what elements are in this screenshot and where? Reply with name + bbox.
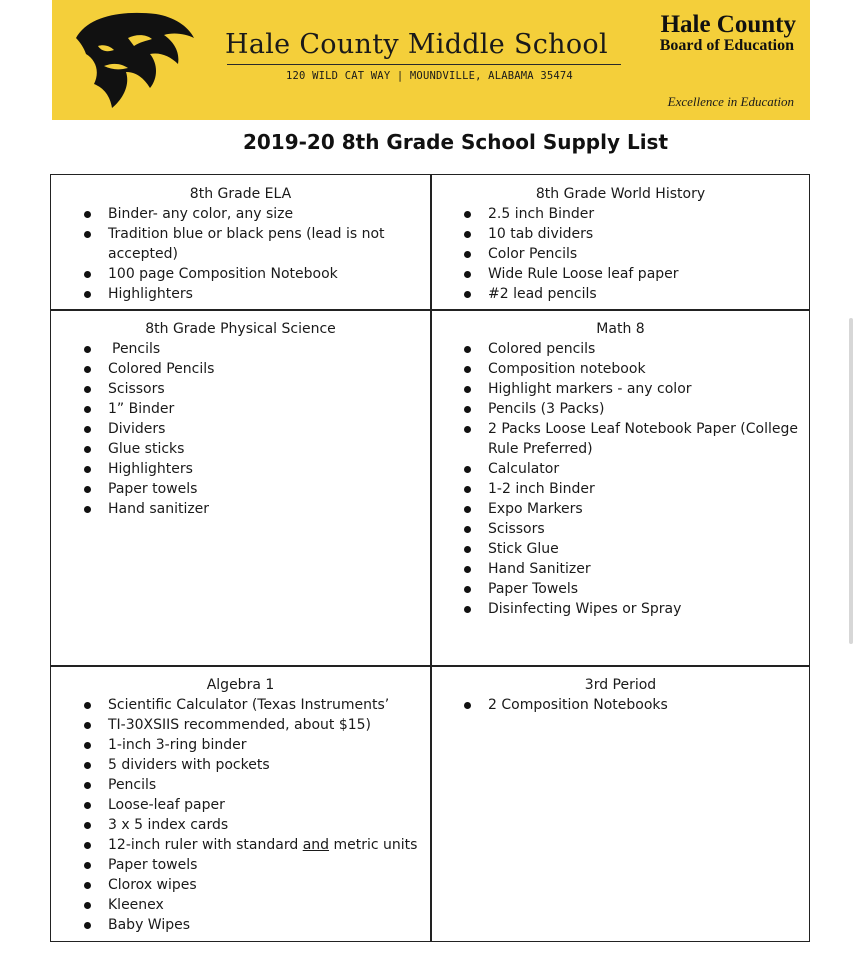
list-item-continuation: accepted)	[108, 246, 178, 262]
header-divider	[227, 64, 621, 65]
list-item: Scientific Calculator (Texas Instruments’	[51, 695, 430, 715]
document-title: 2019-20 8th Grade School Supply List	[242, 130, 669, 154]
board-name-line2: Board of Education	[659, 37, 794, 54]
list-item: Disinfecting Wipes or Spray	[431, 599, 810, 619]
list-item: Expo Markers	[431, 499, 810, 519]
section-ela	[51, 175, 430, 309]
list-item-continuation: Rule Preferred)	[488, 441, 593, 457]
list-item: Binder- any color, any size	[51, 204, 430, 224]
supply-list	[431, 695, 810, 715]
board-tagline: Excellence in Education	[667, 94, 794, 109]
section-math-8	[431, 310, 810, 665]
section-title: Math 8	[596, 321, 645, 337]
list-item: Colored pencils	[431, 339, 810, 359]
list-item: Pencils	[51, 775, 430, 795]
list-item: Calculator	[431, 459, 810, 479]
list-item: Wide Rule Loose leaf paper	[431, 264, 810, 284]
supply-list	[51, 339, 430, 519]
page-edge-shadow	[849, 318, 853, 644]
supply-list	[431, 339, 810, 619]
list-item: 2 Packs Loose Leaf Notebook Paper (College	[431, 419, 810, 439]
section-title: 8th Grade World History	[535, 186, 706, 202]
section-title: 8th Grade ELA	[189, 186, 292, 202]
school-name: Hale County Middle School	[225, 29, 608, 60]
list-item: 5 dividers with pockets	[51, 755, 430, 775]
list-item	[51, 835, 430, 855]
supply-list-table	[50, 174, 810, 942]
section-title: 8th Grade Physical Science	[145, 321, 336, 337]
list-item: Paper towels	[51, 479, 430, 499]
list-item: Glue sticks	[51, 439, 430, 459]
list-item: Baby Wipes	[51, 915, 430, 935]
list-item: 1-inch 3-ring binder	[51, 735, 430, 755]
section-algebra-1	[51, 666, 430, 941]
list-item: Tradition blue or black pens (lead is not	[51, 224, 430, 244]
section-world-history	[431, 175, 810, 309]
underlined-word: and	[302, 837, 330, 853]
list-item: 1-2 inch Binder	[431, 479, 810, 499]
section-physical-science	[51, 310, 430, 665]
section-title: Algebra 1	[206, 677, 275, 693]
list-item: 2.5 inch Binder	[431, 204, 810, 224]
list-item: 10 tab dividers	[431, 224, 810, 244]
supply-list	[431, 204, 810, 304]
list-item: Paper Towels	[431, 579, 810, 599]
school-address: 120 WILD CAT WAY | MOUNDVILLE, ALABAMA 35474	[286, 70, 573, 82]
list-item: 3 x 5 index cards	[51, 815, 430, 835]
board-name-line1: Hale County	[660, 11, 796, 38]
supply-list	[51, 204, 430, 304]
list-item: 1” Binder	[51, 399, 430, 419]
list-item: Kleenex	[51, 895, 430, 915]
list-item: Scissors	[51, 379, 430, 399]
list-item: Clorox wipes	[51, 875, 430, 895]
supply-list	[51, 695, 430, 935]
list-item: Dividers	[51, 419, 430, 439]
list-item-text: 12-inch ruler with standard	[108, 837, 303, 853]
list-item: #2 lead pencils	[431, 284, 810, 304]
list-item: Stick Glue	[431, 539, 810, 559]
list-item: Hand Sanitizer	[431, 559, 810, 579]
section-title: 3rd Period	[584, 677, 657, 693]
list-item: Hand sanitizer	[51, 499, 430, 519]
list-item-text: metric units	[329, 837, 418, 853]
list-item: Scissors	[431, 519, 810, 539]
list-item: Composition notebook	[431, 359, 810, 379]
list-item: 2 Composition Notebooks	[431, 695, 810, 715]
school-letterhead	[52, 0, 810, 120]
section-3rd-period	[431, 666, 810, 941]
list-item: Pencils (3 Packs)	[431, 399, 810, 419]
list-item: Paper towels	[51, 855, 430, 875]
list-item: Loose-leaf paper	[51, 795, 430, 815]
list-item: Highlight markers - any color	[431, 379, 810, 399]
list-item: Highlighters	[51, 459, 430, 479]
list-item: Colored Pencils	[51, 359, 430, 379]
list-item: TI-30XSIIS recommended, about $15)	[51, 715, 430, 735]
wildcat-logo-icon	[70, 8, 198, 116]
list-item: Color Pencils	[431, 244, 810, 264]
list-item: Pencils	[51, 339, 430, 359]
list-item: 100 page Composition Notebook	[51, 264, 430, 284]
list-item: Highlighters	[51, 284, 430, 304]
